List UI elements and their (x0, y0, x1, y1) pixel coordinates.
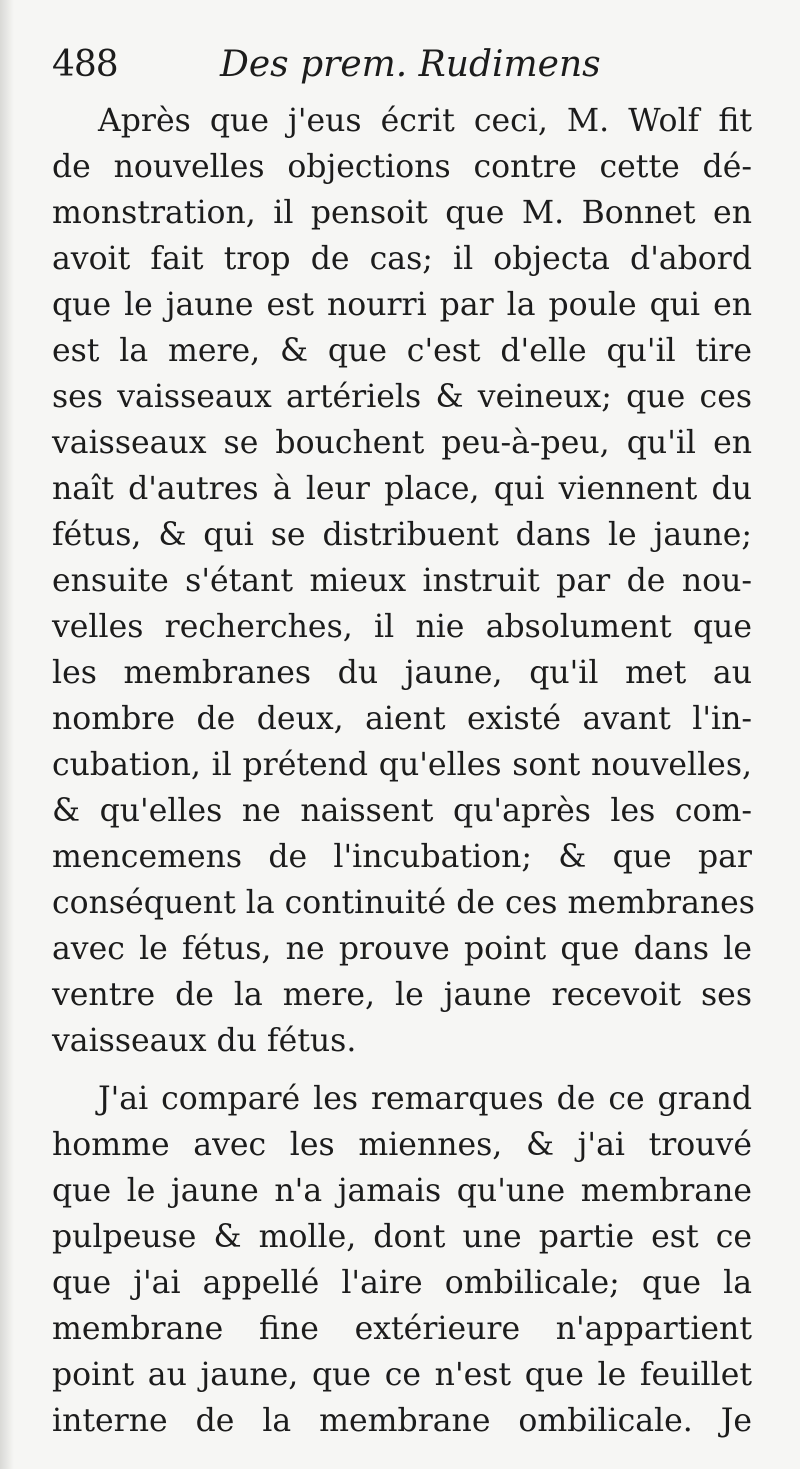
text-line: que le jaune n'a jamais qu'une membrane (52, 1173, 752, 1209)
page-number: 488 (52, 44, 118, 85)
text-line: cubation, il prétend qu'elles sont nouvelles, (52, 747, 752, 783)
text-line: est la mere, & que c'est d'elle qu'il tire (52, 333, 752, 369)
text-line: ses vaisseaux artériels & veineux; que ces (52, 379, 752, 415)
paragraph-gap (52, 1064, 752, 1076)
text-line: Après que j'eus écrit ceci, M. Wolf fit (98, 103, 752, 139)
text-line: vaisseaux se bouchent peu-à-peu, qu'il en (52, 425, 752, 461)
page-gutter-shadow (0, 0, 14, 1469)
text-line: naît d'autres à leur place, qui viennent du (52, 471, 752, 507)
text-line: J'ai comparé les remarques de ce grand (98, 1081, 752, 1117)
text-line: pulpeuse & molle, dont une partie est ce (52, 1219, 752, 1255)
text-line: & qu'elles ne naissent qu'après les com- (52, 793, 752, 829)
text-line: vaisseaux du fétus. (52, 1023, 357, 1059)
text-line: que j'ai appellé l'aire ombilicale; que la (52, 1265, 752, 1301)
text-line: monstration, il pensoit que M. Bonnet en (52, 195, 752, 231)
text-line: nombre de deux, aient existé avant l'in- (52, 701, 752, 737)
text-line: membrane fine extérieure n'appartient (52, 1311, 752, 1347)
text-line: homme avec les miennes, & j'ai trouvé (52, 1127, 752, 1163)
text-line: point au jaune, que ce n'est que le feuillet (52, 1357, 752, 1393)
text-line: velles recherches, il nie absolument que (52, 609, 752, 645)
text-line: que le jaune est nourri par la poule qui en (52, 287, 752, 323)
body-text (52, 98, 755, 1444)
text-line: avec le fétus, ne prouve point que dans le (52, 931, 752, 967)
text-line: mencemens de l'incubation; & que par (52, 839, 752, 875)
text-line: les membranes du jaune, qu'il met au (52, 655, 752, 691)
text-line: interne de la membrane ombilicale. Je (52, 1403, 752, 1439)
text-line: ventre de la mere, le jaune recevoit ses (52, 977, 752, 1013)
running-head: Des prem. Rudimens (220, 44, 601, 85)
text-line: avoit fait trop de cas; il objecta d'abord (52, 241, 752, 277)
page-header (52, 38, 752, 98)
text-line: de nouvelles objections contre cette dé- (52, 149, 752, 185)
text-line: ensuite s'étant mieux instruit par de nou- (52, 563, 752, 599)
text-line: conséquent la continuité de ces membranes (52, 885, 755, 921)
text-line: fétus, & qui se distribuent dans le jaune; (52, 517, 752, 553)
